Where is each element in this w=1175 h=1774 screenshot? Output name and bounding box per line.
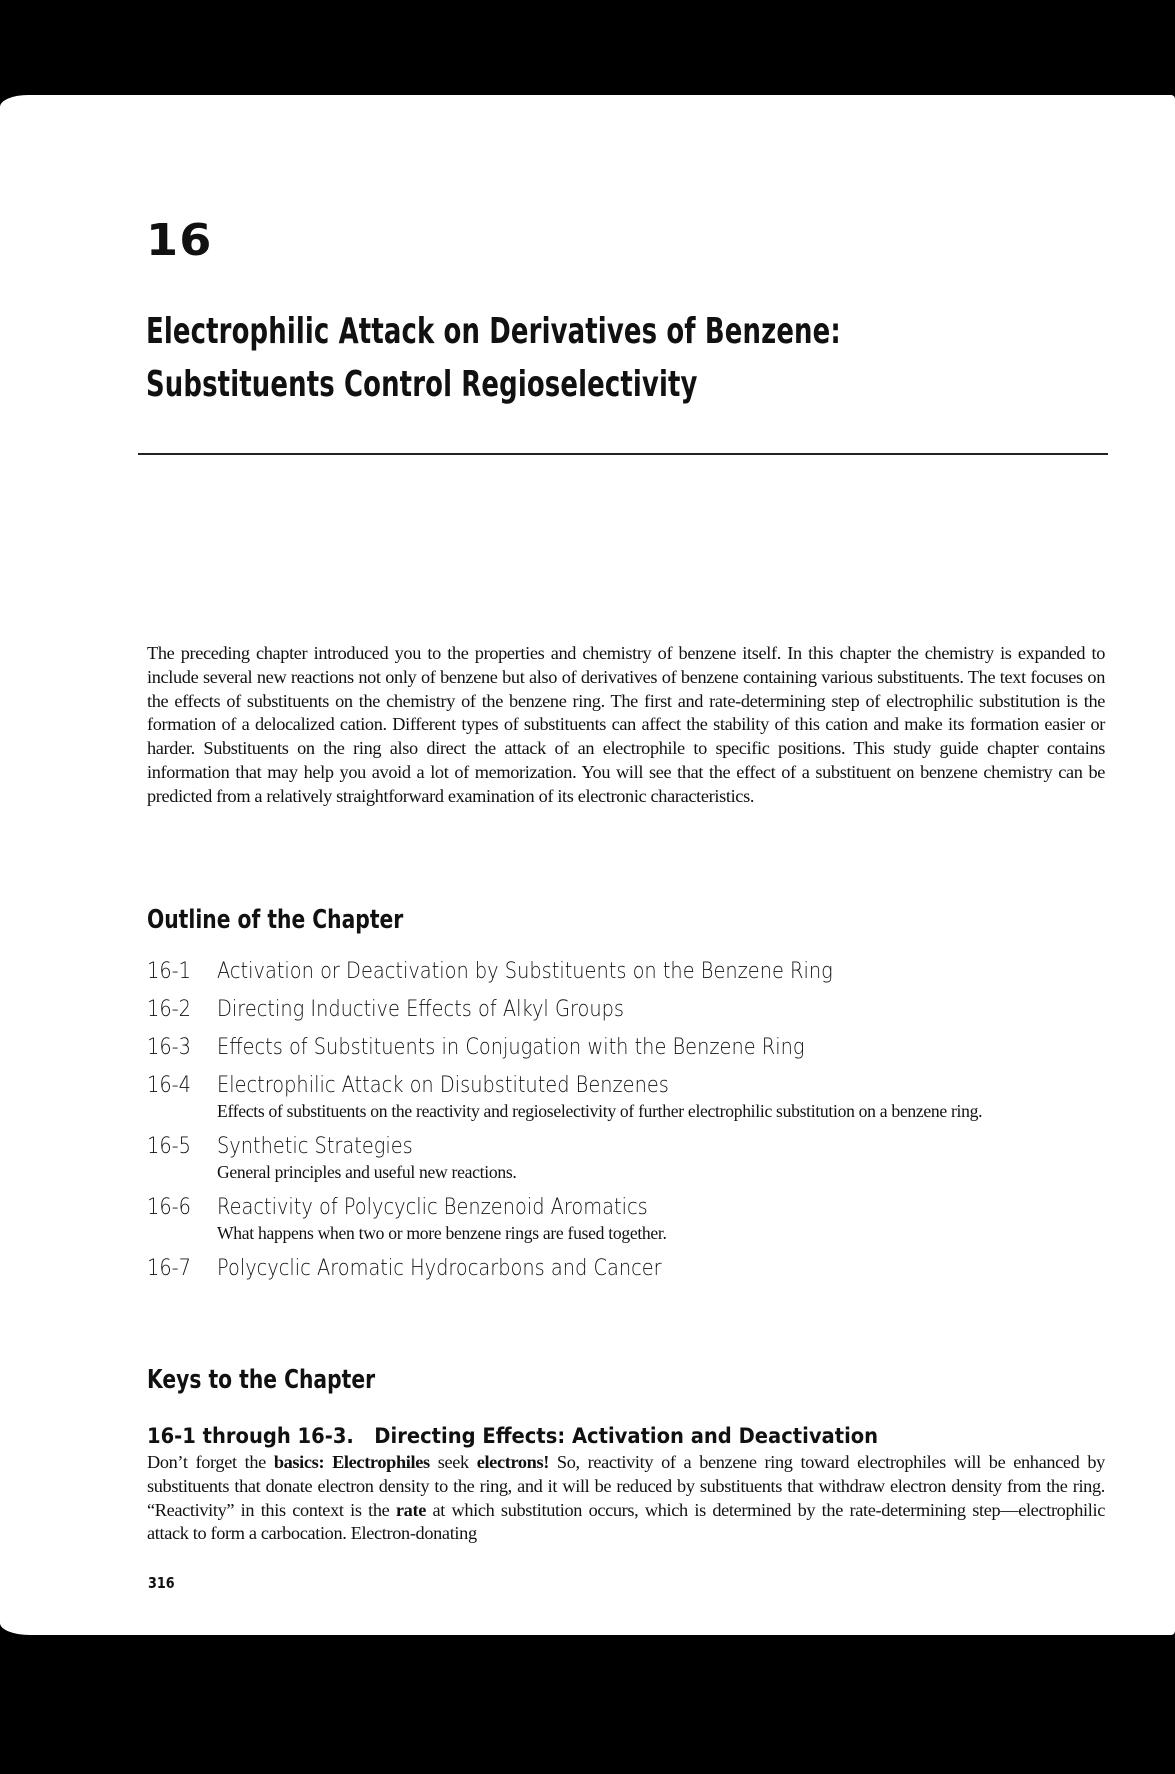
outline-item (147, 996, 1107, 1024)
text-run: So, reactivity of a benzene ring toward electrophiles will be enhanced by substituents that donate electron density to the ring, and it will be reduced by substituents that withdraw electron density from the ring. “Reactivity” in this context is the (147, 1452, 1105, 1520)
outline-item (147, 1194, 1107, 1245)
outline-item-number: 16-4 (147, 1073, 191, 1098)
keys-heading: Keys to the Chapter (147, 1365, 376, 1395)
outline-item-number: 16-2 (147, 997, 191, 1022)
outline-item-description: Effects of substituents on the reactivity and regioselectivity of further electrophilic substitution on a benzene ring. (217, 1101, 983, 1121)
chapter-outline (147, 958, 1107, 1293)
outline-heading: Outline of the Chapter (147, 905, 404, 935)
text-run: Don’t forget the (147, 1452, 274, 1472)
outline-item-number: 16-3 (147, 1035, 191, 1060)
subsection-heading (147, 1424, 878, 1448)
outline-item-title: Synthetic Strategies (217, 1134, 413, 1159)
chapter-title (146, 305, 841, 411)
outline-item-title: Directing Inductive Effects of Alkyl Groups (217, 997, 624, 1022)
title-divider (138, 453, 1108, 455)
keys-paragraph (147, 1451, 1105, 1546)
subsection-label: 16-1 through 16-3. (147, 1424, 354, 1448)
outline-item (147, 1072, 1107, 1123)
outline-item-title: Electrophilic Attack on Disubstituted Benzenes (217, 1073, 669, 1098)
outline-item (147, 1034, 1107, 1062)
text-run: seek (429, 1452, 477, 1472)
bold-term: rate (395, 1499, 426, 1520)
outline-item-number: 16-6 (147, 1195, 191, 1220)
outline-item (147, 1133, 1107, 1184)
outline-item-number: 16-5 (147, 1134, 191, 1159)
outline-item (147, 958, 1107, 986)
bold-term: basics: Electrophiles (273, 1452, 430, 1472)
outline-item-title: Reactivity of Polycyclic Benzenoid Aromatics (217, 1195, 648, 1220)
outline-item-description: What happens when two or more benzene rings are fused together. (217, 1223, 667, 1243)
outline-item-description: General principles and useful new reactions. (217, 1162, 517, 1182)
page-number: 316 (148, 1574, 175, 1592)
outline-item (147, 1255, 1107, 1283)
chapter-title-line-1: Electrophilic Attack on Derivatives of Benzene: (146, 311, 841, 352)
intro-paragraph: The preceding chapter introduced you to the properties and chemistry of benzene itself. In this chapter the chemistry is expanded to include several new reactions not only of benzene but also of derivatives of benzene containing various substituents. The text focuses on the effects of substituents on the chemistry of the benzene ring. The first and rate-determining step of electrophilic substitution is the formation of a delocalized cation. Different types of substituents can affect the stability of this cation and make its formation easier or harder. Substituents on the ring also direct the attack of an electrophile to specific positions. This study guide chapter contains information that may help you avoid a lot of memorization. You will see that the effect of a substituent on benzene chemistry can be predicted from a relatively straightforward examination of its electronic characteristics. (147, 643, 1105, 806)
bold-term: electrons! (476, 1452, 549, 1472)
outline-item-title: Effects of Substituents in Conjugation with the Benzene Ring (217, 1035, 805, 1060)
subsection-title: Directing Effects: Activation and Deactivation (374, 1424, 879, 1448)
outline-item-title: Activation or Deactivation by Substituents on the Benzene Ring (217, 959, 833, 984)
outline-item-number: 16-7 (147, 1256, 191, 1281)
chapter-number: 16 (146, 215, 213, 266)
text-run: at which substitution occurs, which is determined by the rate-determining step—electrophilic attack to form a carbocation. Electron-donating (147, 1499, 1106, 1544)
outline-item-title: Polycyclic Aromatic Hydrocarbons and Cancer (217, 1256, 662, 1281)
chapter-title-line-2: Substituents Control Regioselectivity (146, 364, 698, 405)
outline-item-number: 16-1 (147, 959, 191, 984)
